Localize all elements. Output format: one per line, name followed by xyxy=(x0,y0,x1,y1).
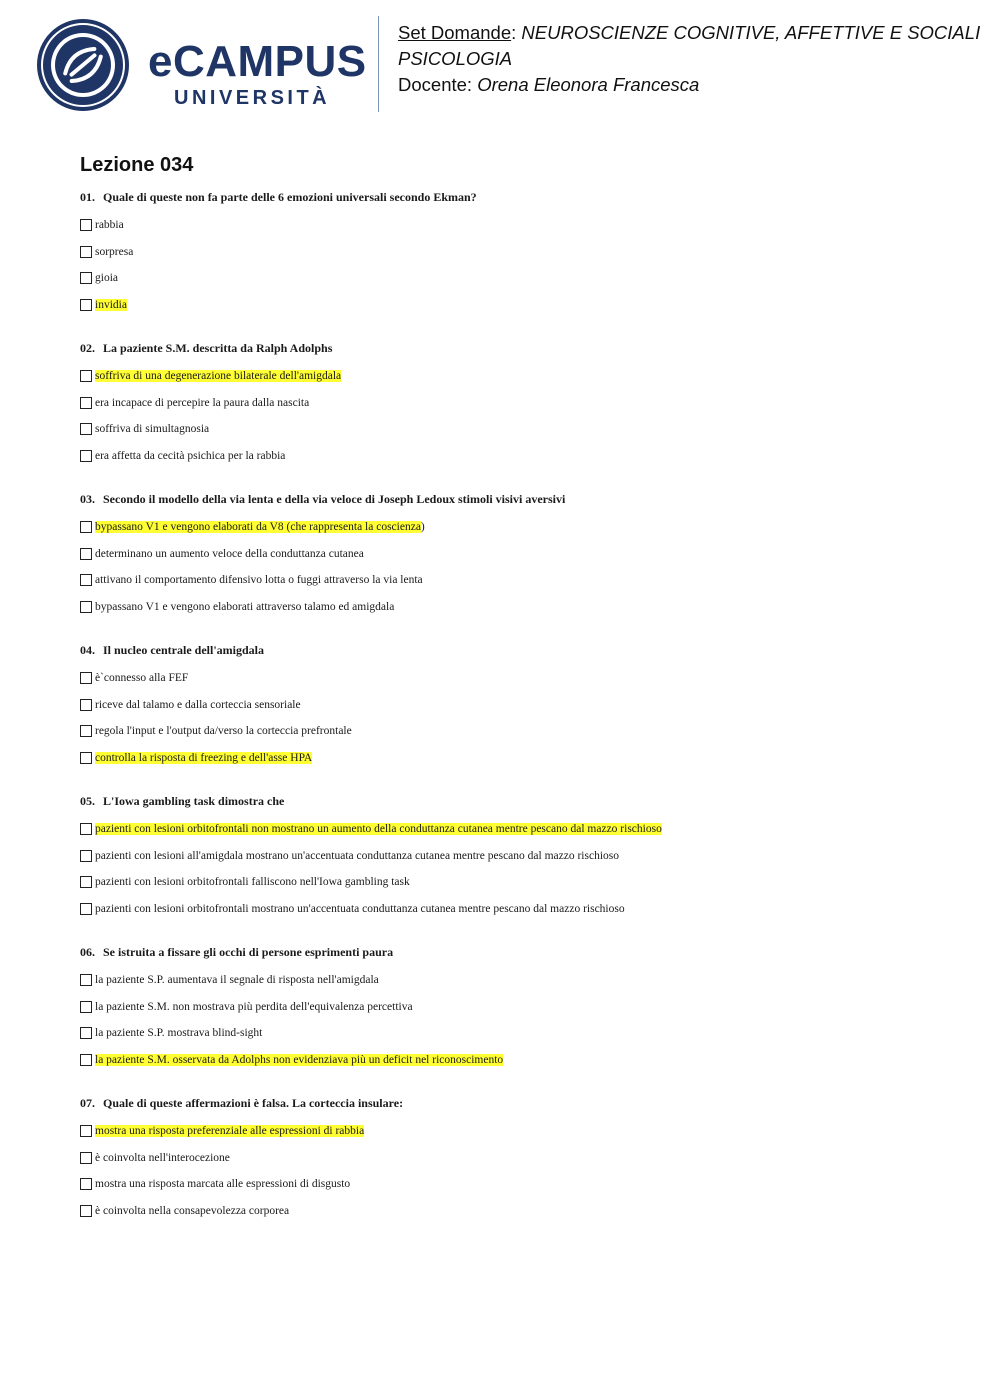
checkbox-icon[interactable] xyxy=(80,1027,92,1039)
set-separator: : xyxy=(511,22,517,43)
answer-text: era incapace di percepire la paura dalla nascita xyxy=(95,396,310,409)
question-block xyxy=(80,489,960,620)
question-block xyxy=(80,942,960,1073)
checkbox-icon[interactable] xyxy=(80,672,92,684)
question-text xyxy=(80,187,960,207)
answer-text: sorpresa xyxy=(95,245,134,258)
checkbox-icon[interactable] xyxy=(80,823,92,835)
ecampus-logo xyxy=(34,16,367,114)
teacher-label: Docente: xyxy=(398,74,473,95)
question-label: Secondo il modello della via lenta e della via veloce di Joseph Ledoux stimoli visivi aversivi xyxy=(103,492,566,506)
answer-text: rabbia xyxy=(95,219,124,232)
question-text xyxy=(80,640,960,660)
answer-option[interactable] xyxy=(80,567,960,594)
answer-text-highlighted: pazienti con lesioni orbitofrontali non mostrano un aumento della conduttanza cutanea mentre pescano dal mazzo rischioso xyxy=(95,823,662,836)
checkbox-icon[interactable] xyxy=(80,521,92,533)
header-info xyxy=(398,20,988,98)
question-block xyxy=(80,187,960,318)
answer-text: pazienti con lesioni orbitofrontali falliscono nell'Iowa gambling task xyxy=(95,876,410,889)
question-number: 03. xyxy=(80,492,95,506)
answer-text: riceve dal talamo e dalla corteccia sensoriale xyxy=(95,698,301,711)
page-header xyxy=(0,0,1000,130)
answer-option[interactable] xyxy=(80,212,960,239)
set-title-line2: PSICOLOGIA xyxy=(398,48,513,69)
answer-text: pazienti con lesioni all'amigdala mostrano un'accentuata conduttanza cutanea mentre pescano dal mazzo rischioso xyxy=(95,849,619,862)
question-block xyxy=(80,640,960,771)
answer-text-highlighted: soffriva di una degenerazione bilaterale dell'amigdala xyxy=(95,370,342,383)
answer-option[interactable] xyxy=(80,869,960,896)
answer-text: è`connesso alla FEF xyxy=(95,672,189,685)
question-number: 02. xyxy=(80,341,95,355)
answer-option[interactable] xyxy=(80,718,960,745)
answer-text: bypassano V1 e vengono elaborati attraverso talamo ed amigdala xyxy=(95,600,395,613)
question-list xyxy=(80,187,960,1244)
answer-option[interactable] xyxy=(80,1047,960,1074)
teacher-name: Orena Eleonora Francesca xyxy=(477,74,700,95)
answer-text-highlighted: mostra una risposta preferenziale alle espressioni di rabbia xyxy=(95,1125,365,1138)
answer-option[interactable] xyxy=(80,994,960,1021)
header-divider xyxy=(378,16,379,112)
question-text xyxy=(80,1093,960,1113)
answer-text: determinano un aumento veloce della conduttanza cutanea xyxy=(95,547,364,560)
answer-text: regola l'input e l'output da/verso la corteccia prefrontale xyxy=(95,725,352,738)
answer-option[interactable] xyxy=(80,1198,960,1225)
answer-text: soffriva di simultagnosia xyxy=(95,423,210,436)
answer-text: mostra una risposta marcata alle espressioni di disgusto xyxy=(95,1178,351,1191)
answer-option[interactable] xyxy=(80,416,960,443)
answer-option[interactable] xyxy=(80,541,960,568)
answer-option[interactable] xyxy=(80,265,960,292)
question-number: 04. xyxy=(80,643,95,657)
answer-text: attivano il comportamento difensivo lotta o fuggi attraverso la via lenta xyxy=(95,574,423,587)
checkbox-icon[interactable] xyxy=(80,699,92,711)
answer-option[interactable] xyxy=(80,514,960,541)
checkbox-icon[interactable] xyxy=(80,850,92,862)
answer-option[interactable] xyxy=(80,1118,960,1145)
question-block xyxy=(80,791,960,922)
checkbox-icon[interactable] xyxy=(80,574,92,586)
answer-option[interactable] xyxy=(80,843,960,870)
answer-text: pazienti con lesioni orbitofrontali mostrano un'accentuata conduttanza cutanea mentre pescano dal mazzo rischioso xyxy=(95,902,625,915)
question-block xyxy=(80,338,960,469)
answer-option[interactable] xyxy=(80,1020,960,1047)
answer-option[interactable] xyxy=(80,443,960,470)
question-number: 06. xyxy=(80,945,95,959)
brand-name: eCAMPUS xyxy=(148,37,367,86)
checkbox-icon[interactable] xyxy=(80,752,92,764)
answer-option[interactable] xyxy=(80,292,960,319)
question-number: 07. xyxy=(80,1096,95,1110)
question-label: L'Iowa gambling task dimostra che xyxy=(103,794,285,808)
set-title-line1: NEUROSCIENZE COGNITIVE, AFFETTIVE E SOCIALI xyxy=(521,22,981,43)
answer-text: la paziente S.P. aumentava il segnale di risposta nell'amigdala xyxy=(95,974,379,987)
checkbox-icon[interactable] xyxy=(80,725,92,737)
answer-text-highlighted: bypassano V1 e vengono elaborati da V8 (che rappresenta la coscienza xyxy=(95,521,421,534)
question-number: 05. xyxy=(80,794,95,808)
question-label: Se istruita a fissare gli occhi di persone esprimenti paura xyxy=(103,945,394,959)
answer-text: la paziente S.M. non mostrava più perdita dell'equivalenza percettiva xyxy=(95,1000,413,1013)
answer-text-highlighted: la paziente S.M. osservata da Adolphs non evidenziava più un deficit nel riconoscimento xyxy=(95,1053,504,1066)
answer-text-highlighted: invidia xyxy=(95,298,127,311)
checkbox-icon[interactable] xyxy=(80,1125,92,1137)
question-label: Il nucleo centrale dell'amigdala xyxy=(103,643,264,657)
answer-option[interactable] xyxy=(80,594,960,621)
checkbox-icon[interactable] xyxy=(80,423,92,435)
answer-option[interactable] xyxy=(80,967,960,994)
answer-option[interactable] xyxy=(80,816,960,843)
answer-option[interactable] xyxy=(80,745,960,772)
checkbox-icon[interactable] xyxy=(80,219,92,231)
lesson-title: Lezione 034 xyxy=(80,154,194,176)
checkbox-icon[interactable] xyxy=(80,272,92,284)
checkbox-icon[interactable] xyxy=(80,450,92,462)
question-label: Quale di queste non fa parte delle 6 emozioni universali secondo Ekman? xyxy=(103,190,477,204)
answer-text-highlighted: controlla la risposta di freezing e dell'asse HPA xyxy=(95,751,313,764)
checkbox-icon[interactable] xyxy=(80,370,92,382)
answer-option[interactable] xyxy=(80,1171,960,1198)
question-text xyxy=(80,942,960,962)
checkbox-icon[interactable] xyxy=(80,1054,92,1066)
checkbox-icon[interactable] xyxy=(80,299,92,311)
question-label: La paziente S.M. descritta da Ralph Adolphs xyxy=(103,341,333,355)
checkbox-icon[interactable] xyxy=(80,1152,92,1164)
checkbox-icon[interactable] xyxy=(80,903,92,915)
question-block xyxy=(80,1093,960,1224)
question-text xyxy=(80,791,960,811)
checkbox-icon[interactable] xyxy=(80,876,92,888)
answer-option[interactable] xyxy=(80,665,960,692)
set-label: Set Domande xyxy=(398,22,512,43)
answer-option[interactable] xyxy=(80,692,960,719)
answer-option[interactable] xyxy=(80,1145,960,1172)
question-text xyxy=(80,489,960,509)
answer-option[interactable] xyxy=(80,363,960,390)
answer-text: la paziente S.P. mostrava blind-sight xyxy=(95,1027,263,1040)
checkbox-icon[interactable] xyxy=(80,548,92,560)
answer-text-trail: ) xyxy=(420,521,425,534)
brand-subtitle: UNIVERSITÀ xyxy=(174,87,331,109)
answer-option[interactable] xyxy=(80,239,960,266)
checkbox-icon[interactable] xyxy=(80,1001,92,1013)
answer-option[interactable] xyxy=(80,896,960,923)
teacher-line xyxy=(398,72,988,98)
question-number: 01. xyxy=(80,190,95,204)
university-seal-icon xyxy=(34,16,134,114)
answer-text: è coinvolta nell'interocezione xyxy=(95,1151,230,1164)
checkbox-icon[interactable] xyxy=(80,1205,92,1217)
answer-option[interactable] xyxy=(80,390,960,417)
answer-text: gioia xyxy=(95,272,118,285)
checkbox-icon[interactable] xyxy=(80,601,92,613)
checkbox-icon[interactable] xyxy=(80,1178,92,1190)
question-text xyxy=(80,338,960,358)
checkbox-icon[interactable] xyxy=(80,974,92,986)
answer-text: è coinvolta nella consapevolezza corporea xyxy=(95,1204,290,1217)
answer-text: era affetta da cecità psichica per la rabbia xyxy=(95,449,286,462)
checkbox-icon[interactable] xyxy=(80,397,92,409)
checkbox-icon[interactable] xyxy=(80,246,92,258)
question-label: Quale di queste affermazioni è falsa. La corteccia insulare: xyxy=(103,1096,404,1110)
set-line xyxy=(398,20,988,46)
